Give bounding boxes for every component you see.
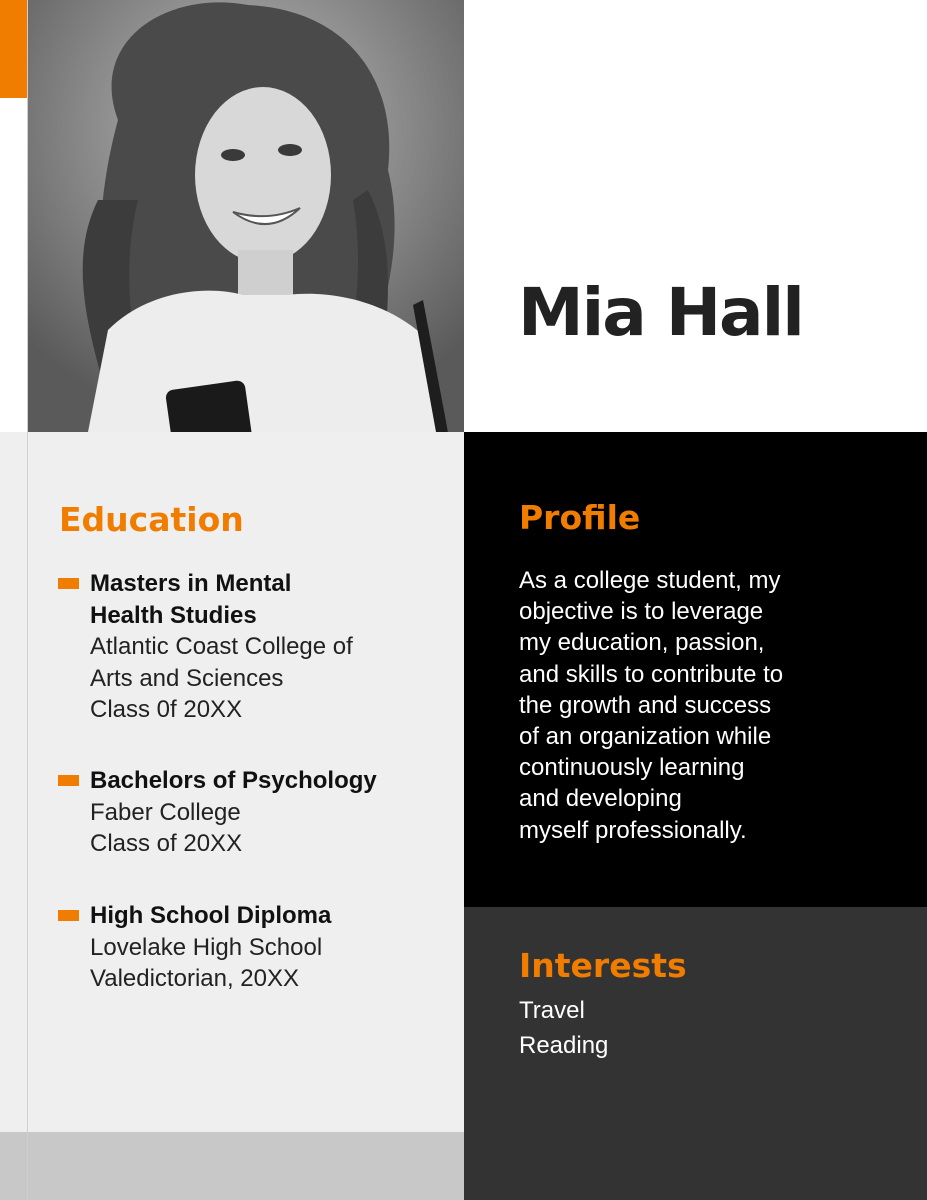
person-name: Mia Hall bbox=[518, 274, 803, 351]
portrait-photo-icon bbox=[28, 0, 464, 432]
class-line: Class 0f 20XX bbox=[90, 696, 243, 723]
education-panel-footer bbox=[0, 1132, 464, 1200]
profile-line: continuously learning bbox=[519, 754, 745, 782]
interest-item: Travel bbox=[519, 997, 585, 1024]
bullet-marker bbox=[58, 910, 79, 921]
interests-heading: Interests bbox=[519, 946, 687, 985]
class-line: Class of 20XX bbox=[90, 830, 243, 857]
orange-accent-bar bbox=[0, 0, 27, 98]
degree-line: Health Studies bbox=[90, 601, 257, 629]
profile-heading: Profile bbox=[519, 498, 641, 537]
bullet-marker bbox=[58, 775, 79, 786]
degree-line: High School Diploma bbox=[90, 902, 332, 929]
interests-list bbox=[519, 993, 899, 1063]
left-margin-line bbox=[27, 0, 28, 1200]
profile-line: of an organization while bbox=[519, 723, 772, 751]
profile-line: my education, passion, bbox=[519, 629, 765, 657]
degree-line: Masters in Mental bbox=[90, 570, 292, 597]
education-item bbox=[58, 765, 448, 865]
school-line: Arts and Sciences bbox=[90, 664, 284, 692]
education-item-text bbox=[90, 900, 450, 995]
profile-line: and developing bbox=[519, 785, 682, 813]
bullet-marker bbox=[58, 578, 79, 589]
portrait-photo bbox=[28, 0, 464, 432]
education-item-text bbox=[90, 765, 450, 860]
education-item bbox=[58, 900, 448, 1000]
school-line: Faber College bbox=[90, 798, 241, 826]
interest-item: Reading bbox=[519, 1032, 609, 1059]
profile-line: and skills to contribute to bbox=[519, 660, 784, 688]
profile-line: the growth and success bbox=[519, 691, 772, 719]
education-item bbox=[58, 568, 448, 738]
class-line: Valedictorian, 20XX bbox=[90, 965, 300, 992]
degree-line: Bachelors of Psychology bbox=[90, 767, 377, 794]
profile-text bbox=[519, 565, 889, 846]
education-heading: Education bbox=[59, 500, 244, 539]
school-line: Atlantic Coast College of bbox=[90, 633, 353, 660]
school-line: Lovelake High School bbox=[90, 933, 323, 961]
profile-line: objective is to leverage bbox=[519, 598, 764, 626]
education-item-text bbox=[90, 568, 450, 726]
profile-line: As a college student, my bbox=[519, 567, 781, 594]
profile-line: myself professionally. bbox=[519, 816, 747, 844]
